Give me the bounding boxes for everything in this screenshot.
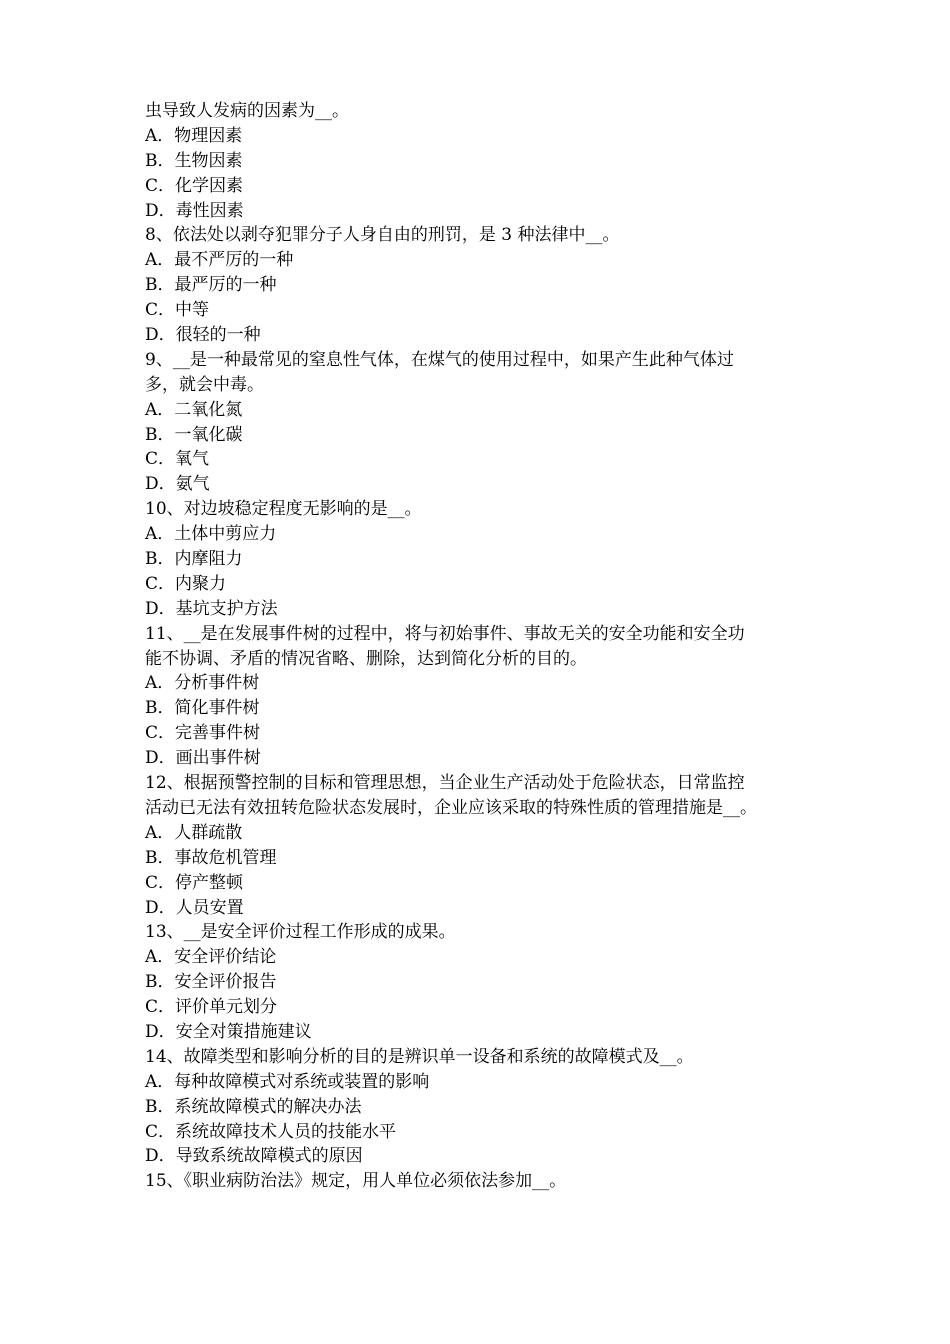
text-line: 虫导致人发病的因素为__。 xyxy=(145,101,349,121)
text-line: C．系统故障技术人员的技能水平 xyxy=(145,1121,397,1142)
text-line: 14、故障类型和影响分析的目的是辨识单一设备和系统的故障模式及__。 xyxy=(145,1046,694,1067)
text-line: B．一氧化碳 xyxy=(145,424,243,445)
text-line: 活动已无法有效扭转危险状态发展时，企业应该采取的特殊性质的管理措施是__。 xyxy=(145,797,757,818)
text-line: A．物理因素 xyxy=(145,125,243,146)
text-line: B．事故危机管理 xyxy=(145,847,277,868)
text-line: 13、__是安全评价过程工作形成的成果。 xyxy=(145,922,456,943)
text-line: D．基坑支护方法 xyxy=(145,598,278,619)
text-line: 15、《职业病防治法》规定，用人单位必须依法参加__。 xyxy=(145,1171,567,1192)
text-line: C．完善事件树 xyxy=(145,723,261,744)
text-line: C．氧气 xyxy=(145,449,210,470)
text-line: D．人员安置 xyxy=(145,897,244,918)
text-line: D．氨气 xyxy=(145,474,210,495)
text-line: 11、__是在发展事件树的过程中，将与初始事件、事故无关的安全功能和安全功 xyxy=(145,623,745,644)
text-line: B．内摩阻力 xyxy=(145,549,243,570)
text-line: D．安全对策措施建议 xyxy=(145,1021,312,1042)
text-line: A．二氧化氮 xyxy=(145,399,243,420)
text-line: B．生物因素 xyxy=(145,150,243,171)
text-line: D．导致系统故障模式的原因 xyxy=(145,1146,363,1167)
text-line: B．简化事件树 xyxy=(145,698,260,719)
text-line: C．停产整顿 xyxy=(145,872,244,893)
text-line: D．很轻的一种 xyxy=(145,325,261,346)
text-line: 能不协调、矛盾的情况省略、删除，达到简化分析的目的。 xyxy=(145,648,587,669)
text-line: A．人群疏散 xyxy=(145,822,243,843)
question-text-body xyxy=(145,99,820,1194)
text-line: C．中等 xyxy=(145,300,210,321)
text-line: C．内聚力 xyxy=(145,573,227,594)
text-line: 12、根据预警控制的目标和管理思想，当企业生产活动处于危险状态，日常监控 xyxy=(145,773,745,794)
text-line: 9、__是一种最常见的窒息性气体，在煤气的使用过程中，如果产生此种气体过 xyxy=(145,349,734,370)
text-line: B．系统故障模式的解决办法 xyxy=(145,1096,362,1117)
text-line: 10、对边坡稳定程度无影响的是__。 xyxy=(145,499,422,520)
text-line: B．安全评价报告 xyxy=(145,972,277,993)
text-line: C．化学因素 xyxy=(145,175,244,196)
text-line: A．安全评价结论 xyxy=(145,947,277,968)
text-line: C．评价单元划分 xyxy=(145,997,278,1018)
text-line: A．土体中剪应力 xyxy=(145,524,277,545)
text-line: D．毒性因素 xyxy=(145,200,244,221)
text-line: 多，就会中毒。 xyxy=(145,374,264,395)
text-line: A．分析事件树 xyxy=(145,673,260,694)
text-line: D．画出事件树 xyxy=(145,748,261,769)
text-line: 8、依法处以剥夺犯罪分子人身自由的刑罚，是 3 种法律中__。 xyxy=(145,225,620,246)
text-line: A．最不严厉的一种 xyxy=(145,250,294,271)
text-line: B．最严厉的一种 xyxy=(145,275,277,296)
text-line: A．每种故障模式对系统或装置的影响 xyxy=(145,1071,430,1092)
